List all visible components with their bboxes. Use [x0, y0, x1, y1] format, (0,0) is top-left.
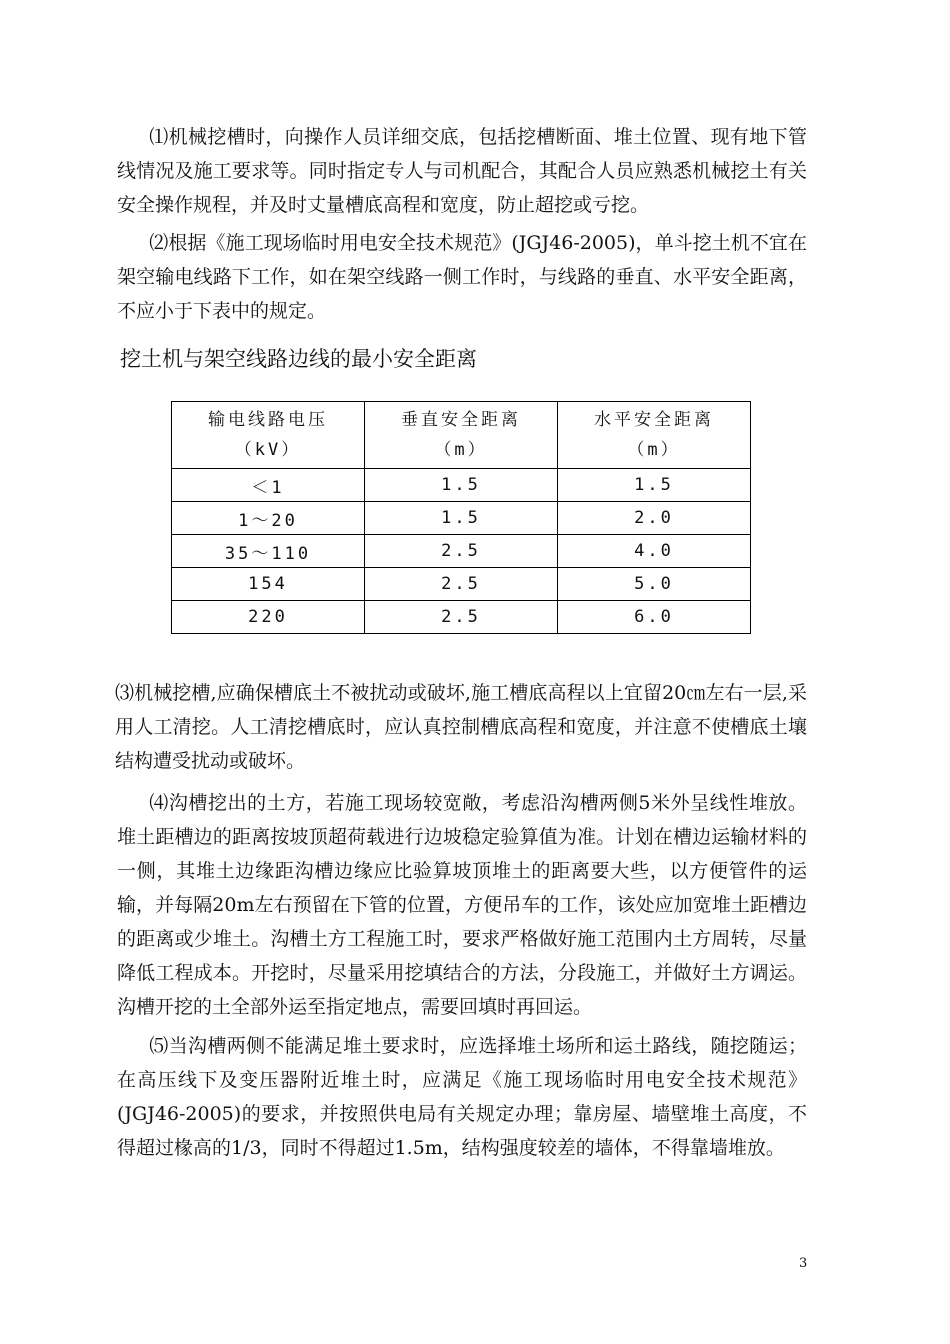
table-caption: 挖土机与架空线路边线的最小安全距离: [120, 347, 477, 371]
header-horizontal: [558, 402, 751, 469]
paragraph-3: ⑶机械挖槽,应确保槽底土不被扰动或破坏,施工槽底高程以上宜留20㎝左右一层,采用人工清挖。人工清挖槽底时，应认真控制槽底高程和宽度，并注意不使槽底土壤结构遭受扰动或破坏。: [115, 682, 807, 772]
table-row: [172, 469, 751, 502]
cell-vertical: 2.5: [365, 535, 558, 568]
header-horizontal-unit: （m）: [627, 440, 681, 460]
table-row: [172, 601, 751, 634]
cell-horizontal: 6.0: [558, 601, 751, 634]
cell-voltage: 154: [172, 568, 365, 601]
paragraph-1: ⑴机械挖槽时，向操作人员详细交底，包括挖槽断面、堆土位置、现有地下管线情况及施工要求等。同时指定专人与司机配合，其配合人员应熟悉机械挖土有关安全操作规程，并及时丈量槽底高程和宽度，防止超挖或亏挖。: [117, 126, 807, 216]
header-vertical-label: 垂直安全距离: [401, 410, 521, 430]
table-header-row: [172, 402, 751, 469]
cell-vertical: 1.5: [365, 502, 558, 535]
cell-horizontal: 4.0: [558, 535, 751, 568]
paragraph-4: ⑷沟槽挖出的土方，若施工现场较宽敞，考虑沿沟槽两侧5米外呈线性堆放。堆土距槽边的距离按坡顶超荷载进行边坡稳定验算值为准。计划在槽边运输材料的一侧，其堆土边缘距沟槽边缘应比验算坡顶堆土的距离要大些，以方便管件的运输，并每隔20m左右预留在下管的位置，方便吊车的工作，该处应加宽堆土距槽边的距离或少堆土。沟槽土方工程施工时，要求严格做好施工范围内土方周转，尽量降低工程成本。开挖时，尽量采用挖填结合的方法，分段施工，并做好土方调运。沟槽开挖的土全部外运至指定地点，需要回填时再回运。: [117, 792, 807, 1018]
cell-vertical: 2.5: [365, 601, 558, 634]
cell-horizontal: 5.0: [558, 568, 751, 601]
cell-horizontal: 2.0: [558, 502, 751, 535]
table-row: [172, 568, 751, 601]
page-number: 3: [799, 1256, 808, 1271]
cell-vertical: 2.5: [365, 568, 558, 601]
safety-distance-table: [171, 401, 751, 634]
cell-voltage: 35～110: [172, 535, 365, 568]
table-row: [172, 535, 751, 568]
header-voltage-unit: （kV）: [234, 440, 302, 460]
header-voltage: [172, 402, 365, 469]
header-horizontal-label: 水平安全距离: [594, 410, 714, 430]
cell-vertical: 1.5: [365, 469, 558, 502]
cell-voltage: ＜1: [172, 469, 365, 502]
cell-voltage: 1～20: [172, 502, 365, 535]
paragraph-5: ⑸当沟槽两侧不能满足堆土要求时，应选择堆土场所和运土路线，随挖随运；在高压线下及变压器附近堆土时，应满足《施工现场临时用电安全技术规范》(JGJ46-2005)的要求，并按照供电局有关规定办理；靠房屋、墙壁堆土高度，不得超过椽高的1/3，同时不得超过1.5m，结构强度较差的墙体，不得靠墙堆放。: [117, 1035, 807, 1159]
cell-voltage: 220: [172, 601, 365, 634]
header-voltage-label: 输电线路电压: [208, 410, 328, 430]
header-vertical: [365, 402, 558, 469]
table-row: [172, 502, 751, 535]
cell-horizontal: 1.5: [558, 469, 751, 502]
header-vertical-unit: （m）: [434, 440, 488, 460]
paragraph-2: ⑵根据《施工现场临时用电安全技术规范》(JGJ46-2005)，单斗挖土机不宜在架空输电线路下工作，如在架空线路一侧工作时，与线路的垂直、水平安全距离，不应小于下表中的规定。: [117, 232, 807, 322]
